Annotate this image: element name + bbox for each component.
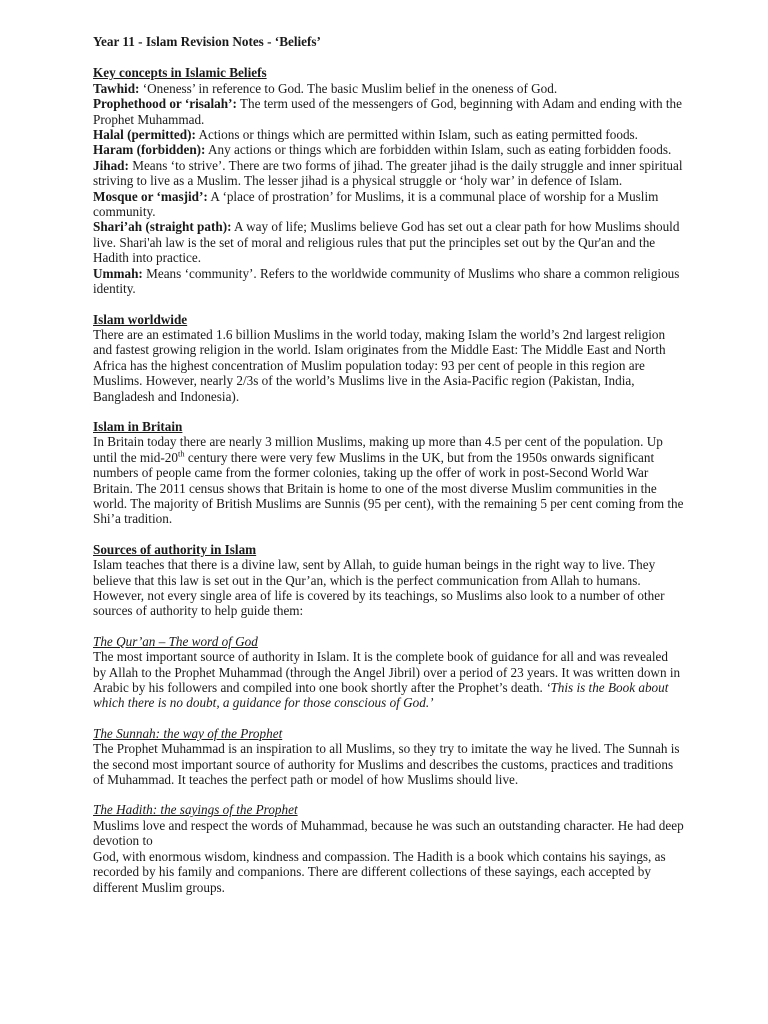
worldwide-text: There are an estimated 1.6 billion Muslims in the world today, making Islam the world’s 2nd largest religion and fastest growing religion in the world. Islam originates from the Middle East: The Middle East and North Africa has the highest concentration of Muslim population today: 93 per cent of people in this region are Muslims. However, nearly 2/3s of the world’s Muslims live in the Asia-Pacific region (Pakistan, India, Bangladesh and Indonesia).	[93, 326, 666, 404]
page-title: Year 11 - Islam Revision Notes - ‘Beliefs’	[93, 34, 321, 49]
superscript-th: th	[177, 448, 185, 459]
concept-text: Means ‘community’. Refers to the worldwide community of Muslims who share a common religious identity.	[93, 265, 680, 297]
concept-term: Prophethood or ‘risalah’:	[93, 96, 237, 112]
concept-halal	[93, 127, 684, 142]
concept-text: A way of life; Muslims believe God has set out a clear path for how Muslims should live. Shari'ah law is the set of moral and religious rules that put the principles set out by the Qur'an and the Hadith into practice.	[93, 219, 680, 266]
concept-term: Mosque or ‘masjid’:	[93, 188, 208, 204]
sunnah-section	[93, 726, 684, 788]
authority-heading: Sources of authority in Islam	[93, 541, 257, 557]
concept-term: Tawhid:	[93, 80, 140, 96]
concept-ummah	[93, 266, 684, 297]
concept-text: ‘Oneness’ in reference to God. The basic Muslim belief in the oneness of God.	[139, 80, 558, 96]
concept-text: The term used of the messengers of God, beginning with Adam and ending with the Prophet Muhammad.	[93, 96, 682, 127]
concept-mosque	[93, 189, 684, 220]
britain-text-b: century there were very few Muslims in the UK, but from the 1950s onwards significant numbers of people came from the former colonies, taking up the offer of work in post-Second World War Britain. The 2011 census shows that Britain is home to one of the most diverse Muslim communities in the world. The majority of British Muslims are Sunnis (95 per cent), with the remaining 5 per cent coming from the Shi’a tradition.	[93, 449, 684, 527]
key-concepts-heading: Key concepts in Islamic Beliefs	[93, 65, 267, 81]
quran-quote: ‘This is the Book about which there is no doubt, a guidance for those conscious of God.’	[93, 680, 669, 711]
hadith-heading: The Hadith: the sayings of the Prophet	[93, 802, 298, 818]
concept-term: Jihad:	[93, 157, 129, 173]
quran-section	[93, 634, 684, 711]
authority-text: Islam teaches that there is a divine law, sent by Allah, to guide human beings in the right way to live. They believe that this law is set out in the Qur’an, which is the perfect communication from Allah to humans. However, not every single area of life is covered by its teachings, so Muslims also look to a number of other sources of authority to help guide them:	[93, 557, 665, 619]
authority-section	[93, 542, 684, 619]
quran-paragraph	[93, 649, 684, 711]
britain-paragraph	[93, 434, 684, 526]
concept-prophethood	[93, 96, 684, 127]
concept-term: Haram (forbidden):	[93, 142, 206, 158]
concept-text: A ‘place of prostration’ for Muslims, it is a communal place of worship for a Muslim community.	[93, 188, 659, 220]
sunnah-heading: The Sunnah: the way of the Prophet	[93, 725, 283, 741]
concept-term: Halal (permitted):	[93, 127, 196, 143]
britain-text-a: In Britain today there are nearly 3 million Muslims, making up more than 4.5 per cent of the population. Up until the mid-20	[93, 434, 663, 465]
concept-jihad	[93, 158, 684, 189]
britain-section	[93, 419, 684, 527]
concept-haram	[93, 142, 684, 157]
worldwide-heading: Islam worldwide	[93, 311, 188, 327]
worldwide-section	[93, 312, 684, 404]
concept-tawhid	[93, 81, 684, 96]
hadith-text-a: Muslims love and respect the words of Muhammad, because he was such an outstanding character. He had deep devotion to	[93, 817, 684, 849]
quran-text: The most important source of authority in Islam. It is the complete book of guidance for all and was revealed by Allah to the Prophet Muhammad (through the Angel Jibril) over a period of 23 years. It was written down in Arabic by his followers and compiled into one book shortly after the Prophet’s death.	[93, 649, 681, 696]
concept-term: Ummah:	[93, 265, 143, 281]
hadith-text-b: God, with enormous wisdom, kindness and compassion. The Hadith is a book which contains his sayings, as recorded by his family and companions. There are different collections of these sayings, each accepted by different Muslim groups.	[93, 848, 666, 895]
key-concepts-section	[93, 65, 684, 296]
concept-text: Actions or things which are permitted within Islam, such as eating permitted foods.	[195, 127, 638, 143]
sunnah-text: The Prophet Muhammad is an inspiration to all Muslims, so they try to imitate the way he lived. The Sunnah is the second most important source of authority for Muslims and describes the customs, practices and traditions of Muhammad. It teaches the perfect path or model of how Muslims should live.	[93, 741, 680, 788]
concept-text: Any actions or things which are forbidden within Islam, such as eating forbidden foods.	[205, 142, 672, 158]
quran-heading: The Qur’an – The word of God	[93, 633, 258, 649]
concept-term: Shari’ah (straight path):	[93, 219, 232, 235]
hadith-section	[93, 802, 684, 894]
concept-text: Means ‘to strive’. There are two forms of jihad. The greater jihad is the daily struggle and inner spiritual striving to live as a Muslim. The lesser jihad is a physical struggle or ‘holy war’ in defence of Islam.	[93, 157, 683, 189]
britain-heading: Islam in Britain	[93, 418, 183, 434]
concept-shariah	[93, 219, 684, 265]
